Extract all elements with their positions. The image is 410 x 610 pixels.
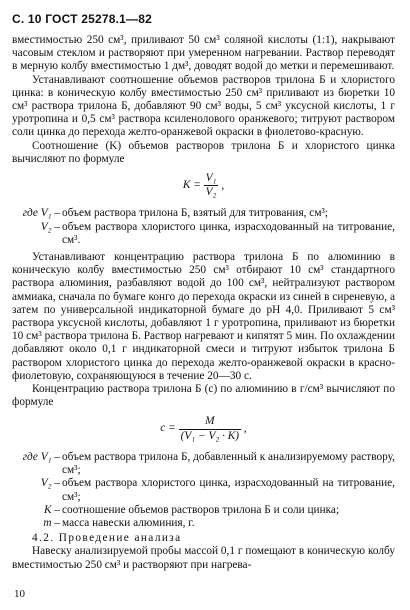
legend-text: объем раствора хлористого цинка, израсходованный на титрование, см³.	[62, 220, 395, 246]
formula-k	[12, 172, 395, 199]
formula-k-fraction	[204, 172, 219, 199]
formula-c-fraction	[179, 415, 241, 442]
legend-text: соотношение объемов растворов трилона Б и соли цинка;	[62, 503, 340, 516]
legend-row	[12, 221, 395, 247]
section-title-text: 4.2. Проведение анализа	[32, 532, 182, 545]
page-header: С. 10 ГОСТ 25278.1—82	[12, 12, 152, 26]
formula-k-legend	[12, 207, 395, 247]
paragraph-continuation: вместимостью 250 см³, приливают 50 см³ соляной кислоты (1:1), накрывают часовым стеклом и растворяют при умеренном нагревании. Раствор переводят в мерную колбу вместимостью 1 дм³, доводят водой до метки и перемешивают.	[12, 34, 395, 73]
formula-c-lhs: c =	[160, 422, 176, 435]
legend-label: V₂ –	[40, 477, 60, 490]
paragraph-concentration-formula-intro: Концентрацию раствора трилона Б (c) по алюминию в г/см³ вычисляют по формуле	[12, 383, 395, 409]
legend-text: объем раствора трилона Б, взятый для титрования, см³;	[62, 207, 328, 220]
paragraph-ratio-formula-intro: Соотношение (K) объемов растворов трилона Б и хлористого цинка вычисляют по формуле	[12, 139, 395, 165]
paragraph-ratio-setup: Устанавливают соотношение объемов растворов трилона Б и хлористого цинка: в коническую колбу вместимостью 250 см³ приливают из бюретки 10 см³ раствора трилона Б, добавляют 90 см³ воды, 5 см³ уксусной кислоты, 1 г уротропина и 0,5 см³ раствора ксиленолового оранжевого; титруют раствором соли цинка до перехода желто-оранжевой окраски в фиолетово-красную.	[12, 73, 395, 139]
legend-label: где V₁ –	[22, 450, 60, 463]
legend-label: V₂ –	[40, 220, 60, 233]
formula-k-numerator: V₁	[204, 172, 219, 186]
legend-row	[12, 451, 395, 477]
legend-label: K –	[43, 503, 60, 516]
formula-k-denominator: V₂	[205, 186, 217, 199]
legend-text: объем раствора хлористого цинка, израсходованный на титрование, см³;	[62, 477, 395, 503]
formula-c-denominator: (V₁ − V₂ · K)	[180, 429, 240, 442]
formula-c-legend	[12, 451, 395, 530]
legend-row	[12, 207, 395, 220]
legend-text: масса навески алюминия, г.	[62, 516, 195, 529]
formula-c-numerator: M	[179, 415, 241, 429]
legend-label: где V₁ –	[22, 207, 60, 220]
formula-k-lhs: K =	[182, 179, 201, 192]
page-number: 10	[14, 588, 25, 600]
paragraph-aluminium-titration: Устанавливают концентрацию раствора трилона Б по алюминию в коническую колбу вместимостью 250 см³ отбирают 10 см³ стандартного раствора алюминия, разбавляют водой до 100 см³, нейтрализуют раствором аммиака, сначала по бумаге конго до перехода окраски из синей в сиреневую, а затем по универсальной индикаторной бумаге до pH 4,0. Приливают 5 см³ раствора уксусной кислоты, добавляют 1 г уротропина, приливают из бюретки 10 см³ раствора трилона Б. Раствор нагревают и кипятят 5 мин. По охлаждении добавляют около 0,1 г индикаторной смеси и титруют избыток трилона Б раствором хлористого цинка до перехода желто-оранжевой окраски в красно-фиолетовую, сохраняющуюся в течение 20—30 с.	[12, 251, 395, 382]
legend-label: m –	[43, 516, 60, 529]
legend-row	[12, 517, 395, 530]
section-title	[12, 532, 395, 545]
legend-text: объем раствора трилона Б, добавленный к анализируемому раствору, см³;	[62, 450, 395, 477]
formula-c-tail: ,	[243, 422, 247, 435]
legend-row	[12, 477, 395, 503]
formula-k-tail: ,	[221, 179, 225, 192]
legend-row	[12, 504, 395, 517]
paragraph-analysis: Навеску анализируемой пробы массой 0,1 г помещают в коническую колбу вместимостью 250 см³ и растворяют при нагрева-	[12, 545, 395, 571]
formula-c	[12, 415, 395, 442]
document-body	[12, 34, 395, 572]
